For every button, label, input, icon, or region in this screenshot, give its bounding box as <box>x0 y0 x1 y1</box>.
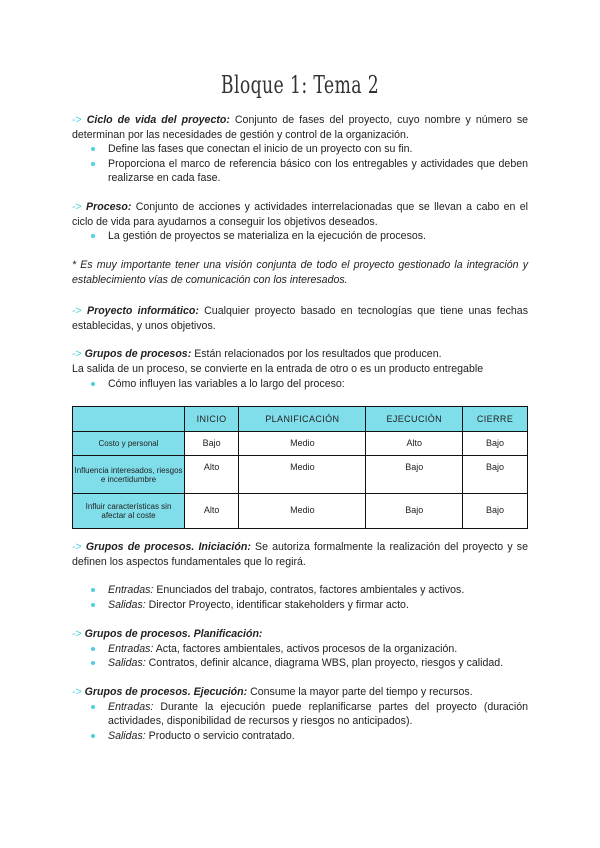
arrow-icon: -> <box>72 114 82 126</box>
row-label: Influencia interesados, riesgos e incertidumbre <box>73 456 185 494</box>
row-label: Costo y personal <box>73 432 185 456</box>
text-proceso: Conjunto de acciones y actividades interrelacionadas que se llevan a cabo en el ciclo de vida para ayudarnos a conseguir los objetivos deseados. <box>72 201 528 228</box>
arrow-icon: -> <box>72 201 82 213</box>
arrow-icon: -> <box>72 305 82 317</box>
table-row <box>73 494 528 529</box>
term-iniciacion: Grupos de procesos. Iniciación: <box>85 541 251 553</box>
term-ciclo: Ciclo de vida del proyecto: <box>86 114 230 126</box>
table-cell: Bajo <box>185 432 239 456</box>
arrow-icon: -> <box>72 541 82 553</box>
list-item: Salidas: Director Proyecto, identificar stakeholders y firmar acto. <box>72 598 528 613</box>
section-iniciacion <box>72 540 528 612</box>
table-corner <box>73 407 185 432</box>
table-cell: Alto <box>185 456 239 494</box>
bullet-list <box>72 142 528 186</box>
table-cell: Alto <box>185 494 239 529</box>
section-note <box>72 258 528 287</box>
table-cell: Bajo <box>366 456 463 494</box>
page-title: Bloque 1: Tema 2 <box>220 71 380 99</box>
note-text: * Es muy importante tener una visión conjunta de todo el proyecto gestionado la integración y establecimiento vías de comunicación con los interesados. <box>72 259 528 286</box>
term-planificacion: Grupos de procesos. Planificación: <box>84 628 263 640</box>
table-row <box>73 432 528 456</box>
list-item: La gestión de proyectos se materializa en la ejecución de procesos. <box>72 229 528 244</box>
text-grupos: Están relacionados por los resultados que producen. <box>194 348 442 360</box>
table-header: PLANIFICACIÓN <box>239 407 366 432</box>
list-item: Salidas: Contratos, definir alcance, diagrama WBS, plan proyecto, riesgos y calidad. <box>72 656 528 671</box>
bullet-list <box>72 642 528 671</box>
term-grupos: Grupos de procesos: <box>84 348 192 360</box>
section-ejecucion <box>72 685 528 743</box>
section-grupos <box>72 347 528 362</box>
variables-table <box>72 406 528 529</box>
term-informatico: Proyecto informático: <box>87 305 199 317</box>
text-informatico: Cualquier proyecto basado en tecnologías que tiene unas fechas establecidas, y unos objetivos. <box>72 305 528 332</box>
bullet-list <box>72 700 528 744</box>
list-item: Entradas: Acta, factores ambientales, activos procesos de la organización. <box>72 642 528 657</box>
table-cell: Bajo <box>366 494 463 529</box>
text-iniciacion: Se autoriza formalmente la realización del proyecto y se definen los aspectos fundamentales que lo regirá. <box>72 541 529 568</box>
text-ejecucion: Consume la mayor parte del tiempo y recursos. <box>250 686 473 698</box>
term-proceso: Proceso: <box>86 201 132 213</box>
table-cell: Medio <box>239 494 366 529</box>
list-item: Cómo influyen las variables a lo largo del proceso: <box>72 377 542 392</box>
bullet-list <box>72 229 528 244</box>
section-planificacion <box>72 627 528 671</box>
section-proyecto-informatico <box>72 304 528 333</box>
row-label: Influir características sin afectar al coste <box>73 494 185 529</box>
table-cell: Bajo <box>463 432 528 456</box>
table-cell: Bajo <box>463 456 528 494</box>
text-ciclo: Conjunto de fases del proyecto, cuyo nombre y número se determinan por las necesidades de gestión y control de la organización. <box>72 114 529 141</box>
table-cell: Medio <box>239 456 366 494</box>
section-ciclo-vida <box>72 113 528 186</box>
grupos-line2: La salida de un proceso, se convierte en la entrada de otro o es un producto entregable Cómo influyen las variables a lo largo del proceso: <box>72 362 542 391</box>
table-header: INICIO <box>185 407 239 432</box>
table-row <box>73 456 528 494</box>
term-ejecucion: Grupos de procesos. Ejecución: <box>84 686 248 698</box>
table-header: CIERRE <box>463 407 528 432</box>
list-item: Define las fases que conectan el inicio de un proyecto con su fin. <box>72 142 528 157</box>
list-item: Entradas: Enunciados del trabajo, contratos, factores ambientales y activos. <box>72 583 528 598</box>
arrow-icon: -> <box>72 628 82 640</box>
section-proceso <box>72 200 528 244</box>
bullet-list <box>72 583 528 612</box>
list-item: Salidas: Producto o servicio contratado. <box>72 729 528 744</box>
list-item: Entradas: Durante la ejecución puede replanificarse partes del proyecto (duración actividades, disponibilidad de recursos y riesgos no anticipados). <box>72 700 528 729</box>
bullet-list <box>72 377 542 392</box>
arrow-icon: -> <box>72 686 82 698</box>
arrow-icon: -> <box>72 348 82 360</box>
table-cell: Alto <box>366 432 463 456</box>
table-cell: Bajo <box>463 494 528 529</box>
list-item: Proporciona el marco de referencia básico con los entregables y actividades que deben realizarse en cada fase. <box>72 157 528 186</box>
table-cell: Medio <box>239 432 366 456</box>
table-header: EJECUCIÓN <box>366 407 463 432</box>
